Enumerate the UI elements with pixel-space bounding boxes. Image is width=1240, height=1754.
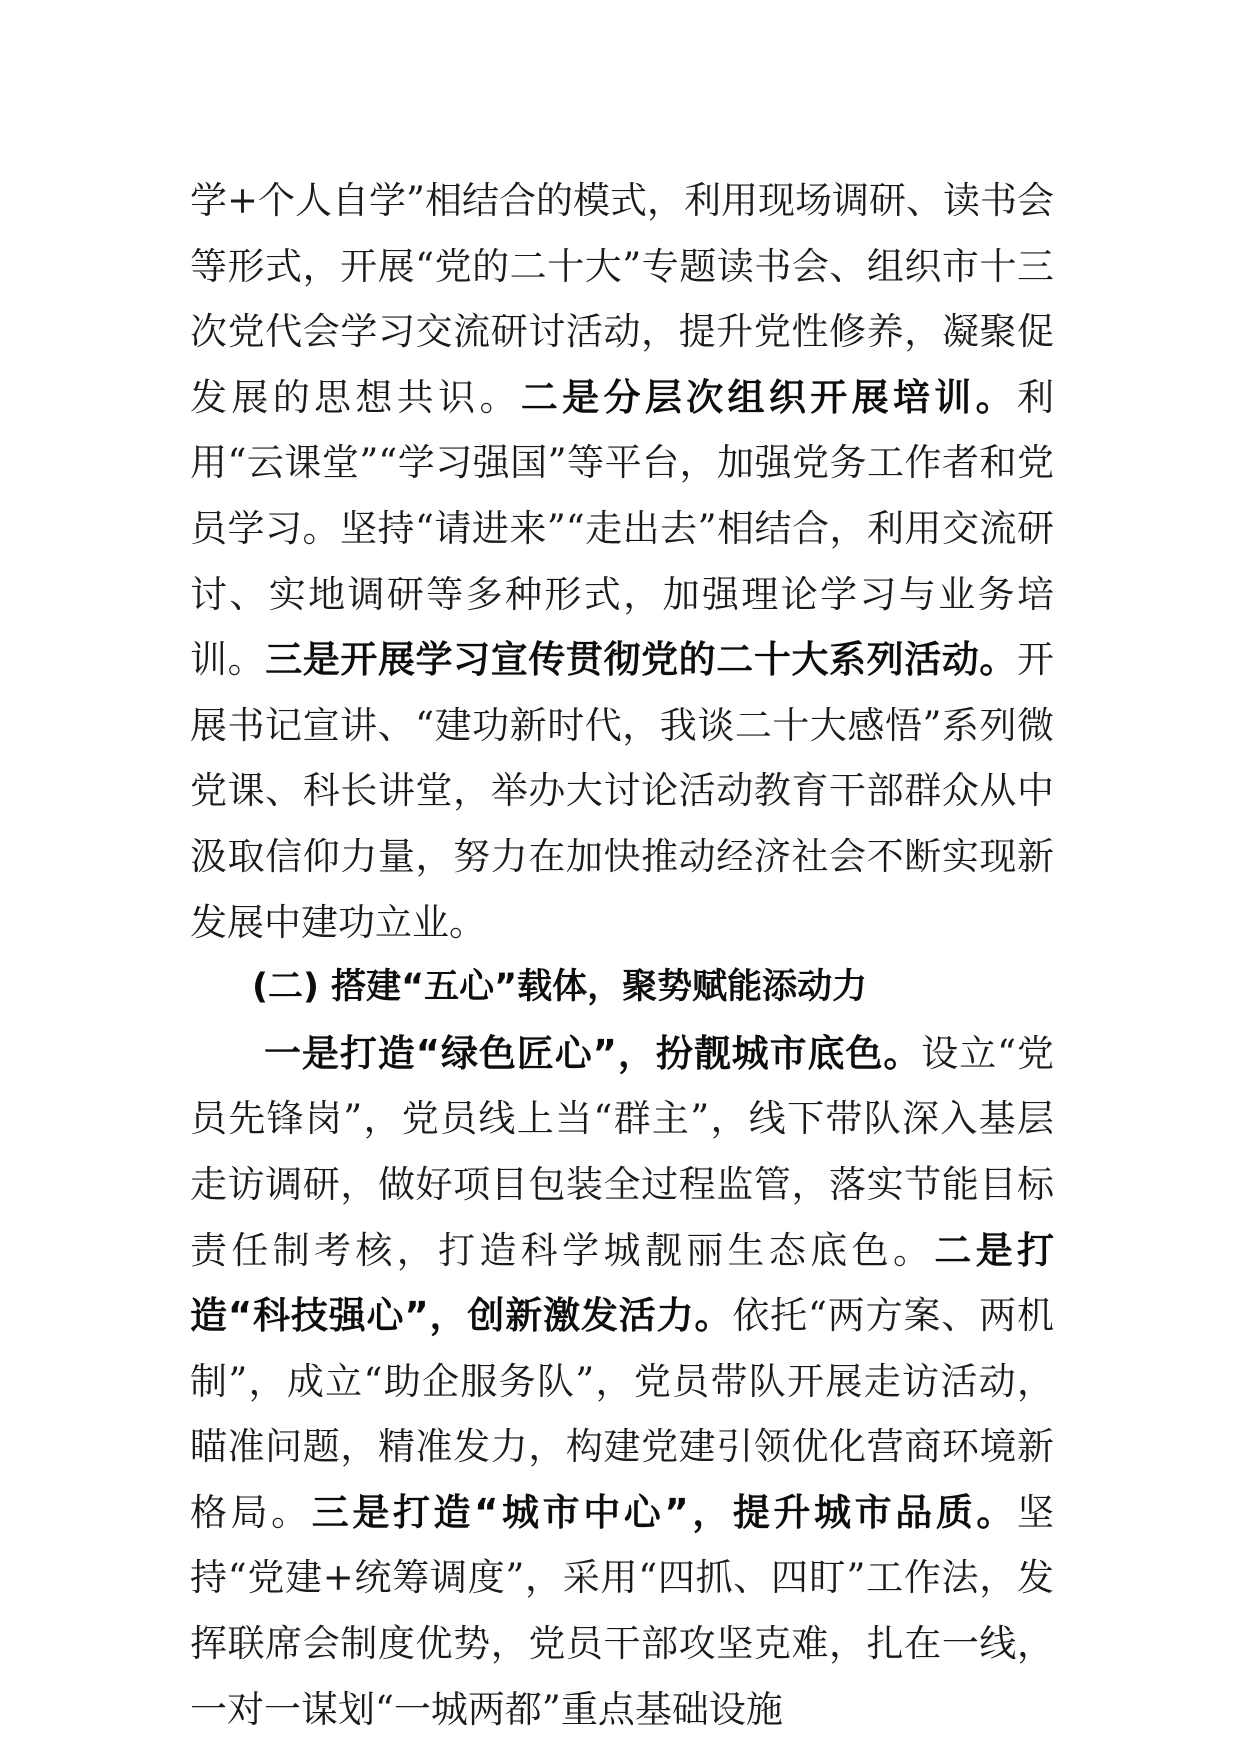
paragraph-text: 开展书记宣讲、“建功新时代，我谈二十大感悟”系列微党课、科长讲堂，举办大讨论活动教育干部群众从中汲取信仰力量，努力在加快推动经济社会不断实现新发展中建功立业。 (190, 638, 1055, 944)
bold-point-layered-training: 二是分层次组织开展培训。 (520, 375, 1018, 419)
bold-point-tech-heart: 二是打造“科技强心”，创新激发活力。 (190, 1228, 1055, 1338)
bold-point-green-craft: 一是打造“绿色匠心”，扮靓城市底色。 (264, 1031, 922, 1075)
bold-point-city-center: 三是打造“城市中心”，提升城市品质。 (311, 1490, 1017, 1534)
paragraph-text: 利用“云课堂”“学习强国”等平台，加强党务工作者和党员学习。坚持“请进来”“走出去”相结合，利用交流研讨、实地调研等多种形式，加强理论学习与业务培训。 (190, 375, 1055, 682)
section-heading: (二) 搭建“五心”载体，聚势赋能添动力 (252, 967, 868, 1008)
paragraph-study-training (190, 168, 1054, 955)
document-body (190, 168, 1054, 1742)
paragraph-text: 设立“党员先锋岗”，党员线上当“群主”，线下带队深入基层走访调研，做好项目包装全过程监管，落实节能目标责任制考核，打造科学城靓丽生态底色。 (190, 1031, 1054, 1272)
paragraph-text: 坚持“党建+统筹调度”，采用“四抓、四盯”工作法，发挥联席会制度优势，党员干部攻坚克难，扎在一线，一对一谋划“一城两都”重点基础设施 (190, 1490, 1054, 1731)
paragraph-text: 依托“两方案、两机制”，成立“助企服务队”，党员带队开展走访活动，瞄准问题，精准发力，构建党建引领优化营商环境新格局。 (190, 1294, 1054, 1534)
paragraph-five-hearts (190, 1021, 1054, 1743)
bold-point-series-activities: 三是开展学习宣传贯彻党的二十大系列活动。 (265, 638, 1018, 682)
paragraph-text: 学+个人自学”相结合的模式，利用现场调研、读书会等形式，开展“党的二十大”专题读书会、组织市十三次党代会学习交流研讨活动，提升党性修养，凝聚促发展的思想共识。 (190, 179, 1054, 419)
